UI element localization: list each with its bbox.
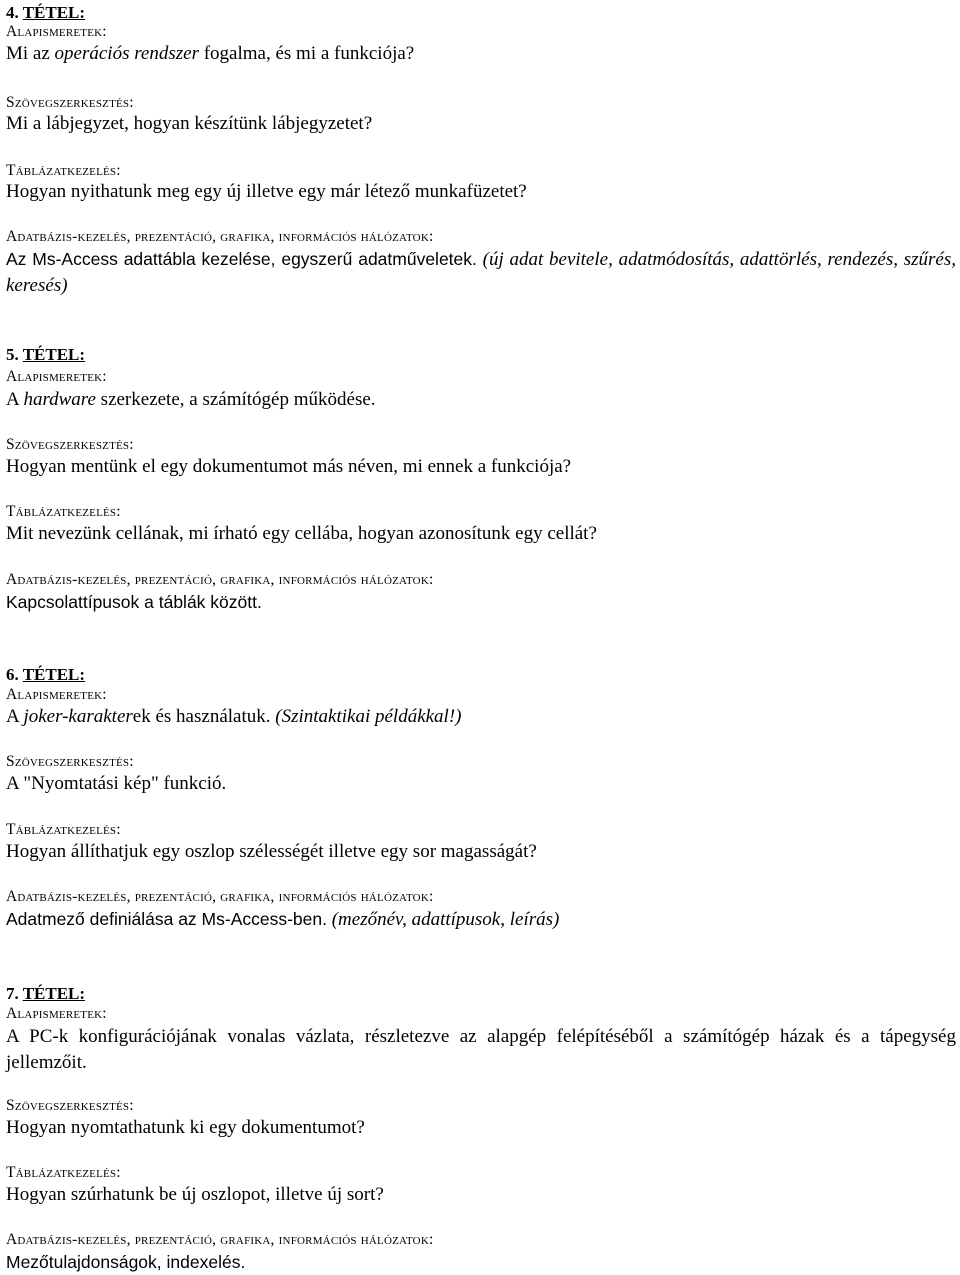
- question-tablazatkezeles: Hogyan állíthatjuk egy oszlop szélességét illetve egy sor magasságát?: [6, 841, 537, 862]
- tetel-word: TÉTEL:: [22, 665, 86, 684]
- question-alapismeretek: A hardware szerkezete, a számítógép működése.: [6, 389, 376, 410]
- label-tablazatkezeles: Táblázatkezelés:: [6, 503, 121, 520]
- label-adatbazis: Adatbázis-kezelés, prezentáció, grafika, információs hálózatok:: [6, 571, 434, 588]
- question-tablazatkezeles: Hogyan szúrhatunk be új oszlopot, illetve új sort?: [6, 1184, 384, 1205]
- label-szovegszerkesztes: Szövegszerkesztés:: [6, 436, 134, 453]
- question-szovegszerkesztes: Hogyan mentünk el egy dokumentumot más néven, mi ennek a funkciója?: [6, 456, 572, 477]
- tetel-word: TÉTEL:: [22, 3, 86, 22]
- label-tablazatkezeles: Táblázatkezelés:: [6, 1164, 121, 1181]
- question-adatbazis: Kapcsolattípusok a táblák között.: [6, 592, 262, 612]
- question-szovegszerkesztes: Mi a lábjegyzet, hogyan készítünk lábjegyzetet?: [6, 113, 373, 134]
- tetel-number: 6.: [6, 665, 19, 684]
- tetel-number: 5.: [6, 345, 19, 364]
- question-alapismeretek: A PC-k konfigurációjának vonalas vázlata, részletezve az alapgép felépítéséből a számítógép házak és a tápegység jellemzőit.: [6, 1026, 956, 1073]
- label-alapismeretek: Alapismeretek:: [6, 686, 107, 703]
- question-tablazatkezeles: Mit nevezünk cellának, mi írható egy cellába, hogyan azonosítunk egy cellát?: [6, 523, 597, 544]
- tetel-word: TÉTEL:: [22, 345, 86, 364]
- label-tablazatkezeles: Táblázatkezelés:: [6, 821, 121, 838]
- label-szovegszerkesztes: Szövegszerkesztés:: [6, 94, 134, 111]
- label-adatbazis: Adatbázis-kezelés, prezentáció, grafika, információs hálózatok:: [6, 228, 434, 245]
- tetel-number: 7.: [6, 984, 19, 1003]
- tetel-heading-4: [6, 3, 85, 23]
- tetel-heading-6: [6, 665, 85, 685]
- label-szovegszerkesztes: Szövegszerkesztés:: [6, 1097, 134, 1114]
- question-adatbazis: Az Ms-Access adattábla kezelése, egyszerű adatműveletek. (új adat bevitele, adatmódosítás, adattörlés, rendezés, szűrés, keresés): [6, 249, 956, 296]
- question-szovegszerkesztes: A "Nyomtatási kép" funkció.: [6, 773, 227, 794]
- tetel-number: 4.: [6, 3, 19, 22]
- label-szovegszerkesztes: Szövegszerkesztés:: [6, 753, 134, 770]
- label-adatbazis: Adatbázis-kezelés, prezentáció, grafika, információs hálózatok:: [6, 888, 434, 905]
- label-alapismeretek: Alapismeretek:: [6, 368, 107, 385]
- label-alapismeretek: Alapismeretek:: [6, 1005, 107, 1022]
- label-adatbazis: Adatbázis-kezelés, prezentáció, grafika, információs hálózatok:: [6, 1231, 434, 1248]
- question-tablazatkezeles: Hogyan nyithatunk meg egy új illetve egy már létező munkafüzetet?: [6, 181, 527, 202]
- label-tablazatkezeles: Táblázatkezelés:: [6, 162, 121, 179]
- question-adatbazis: Adatmező definiálása az Ms-Access-ben. (mezőnév, adattípusok, leírás): [6, 909, 560, 930]
- tetel-word: TÉTEL:: [22, 984, 86, 1003]
- tetel-heading-7: [6, 984, 85, 1004]
- question-szovegszerkesztes: Hogyan nyomtathatunk ki egy dokumentumot?: [6, 1117, 365, 1138]
- label-alapismeretek: Alapismeretek:: [6, 23, 107, 40]
- question-alapismeretek: A joker-karakterek és használatuk. (Szintaktikai példákkal!): [6, 706, 462, 727]
- question-adatbazis: Mezőtulajdonságok, indexelés.: [6, 1252, 246, 1272]
- tetel-heading-5: [6, 345, 85, 365]
- question-alapismeretek: Mi az operációs rendszer fogalma, és mi a funkciója?: [6, 43, 415, 64]
